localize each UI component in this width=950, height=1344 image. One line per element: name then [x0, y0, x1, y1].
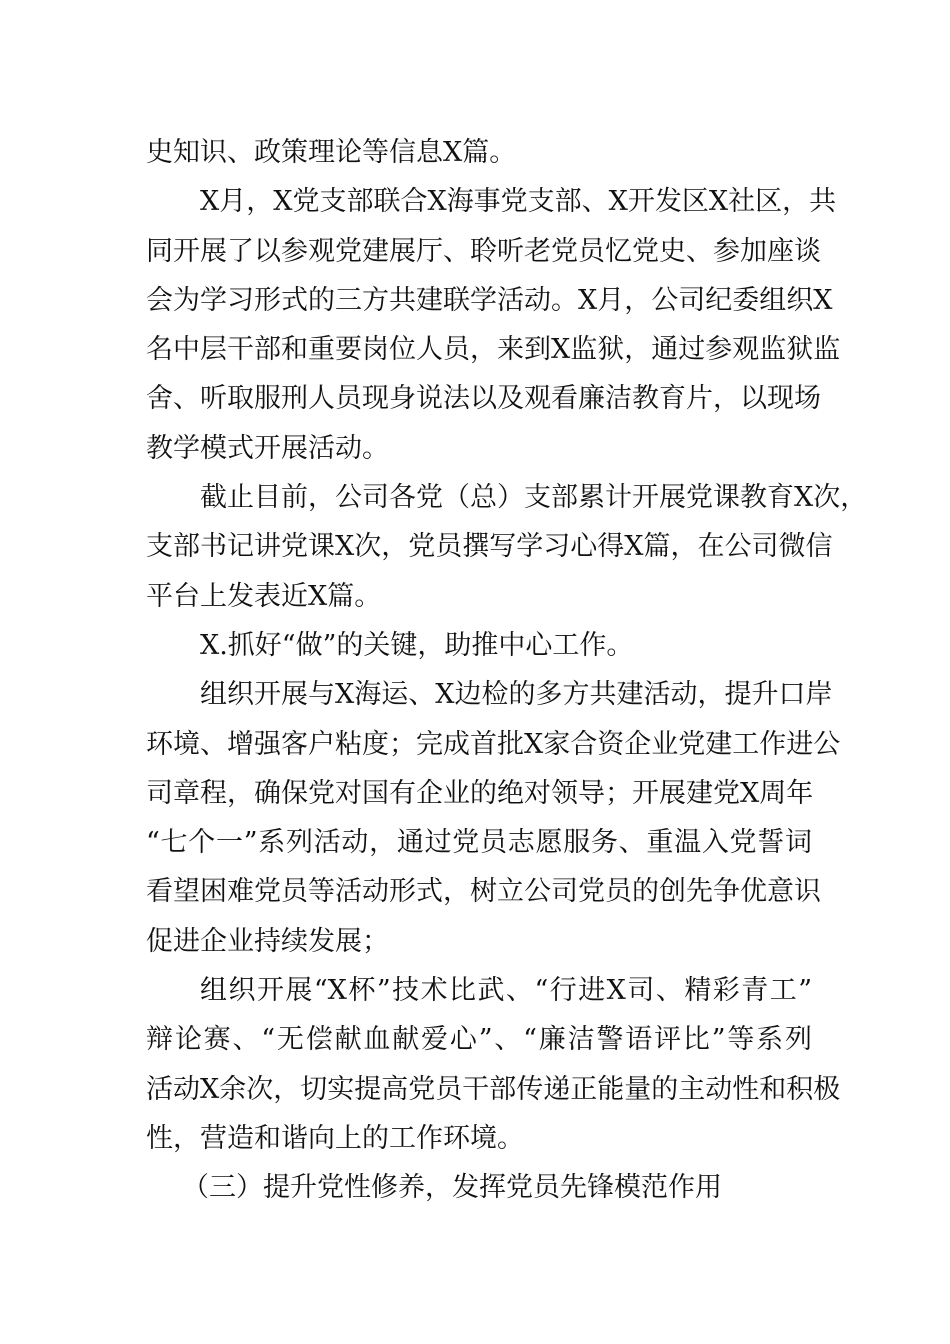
- text-line: 环境、增强客户粘度；完成首批X家合资企业党建工作进公: [146, 728, 841, 760]
- text-line: 看望困难党员等活动形式，树立公司党员的创先争优意识: [146, 876, 821, 908]
- text-line: 组织开展与X海运、X边检的多方共建活动，提升口岸: [200, 679, 833, 711]
- text-line: 支部书记讲党课X次，党员撰写学习心得X篇，在公司微信: [146, 531, 833, 563]
- text-line: 组织开展“X杯”技术比武、“行进X司、精彩青工”: [200, 975, 812, 1007]
- text-line: X月，X党支部联合X海事党支部、X开发区X社区，共: [200, 186, 837, 218]
- text-line: 活动X余次，切实提高党员干部传递正能量的主动性和积极: [146, 1073, 841, 1105]
- text-line: 名中层干部和重要岗位人员，来到X监狱，通过参观监狱监: [146, 334, 841, 366]
- text-line: 辩论赛、“无偿献血献爱心”、“廉洁警语评比”等系列: [146, 1024, 812, 1056]
- text-line: 会为学习形式的三方共建联学活动。X月，公司纪委组织X: [146, 284, 833, 316]
- text-line: 史知识、政策理论等信息X篇。: [146, 137, 517, 168]
- text-line: 平台上发表近X篇。: [146, 580, 382, 612]
- document-body: [146, 128, 868, 1213]
- text-line: 促进企业持续发展；: [146, 925, 389, 957]
- text-line: 司章程，确保党对国有企业的绝对领导；开展建党X周年: [146, 777, 814, 809]
- section-heading: （三）提升党性修养，发挥党员先锋模范作用: [182, 1172, 722, 1204]
- text-line: 教学模式开展活动。: [146, 432, 389, 464]
- text-line: 舍、听取服刑人员现身说法以及观看廉洁教育片，以现场: [146, 383, 821, 415]
- text-line: 同开展了以参观党建展厅、聆听老党员忆党史、参加座谈: [146, 235, 821, 267]
- section-subheading: X.抓好“做”的关键，助推中心工作。: [200, 629, 634, 661]
- text-line: “七个一”系列活动，通过党员志愿服务、重温入党誓词: [146, 827, 812, 859]
- text-line: 截止目前，公司各党（总）支部累计开展党课教育X次，: [200, 482, 868, 514]
- text-line: 性，营造和谐向上的工作环境。: [146, 1122, 524, 1154]
